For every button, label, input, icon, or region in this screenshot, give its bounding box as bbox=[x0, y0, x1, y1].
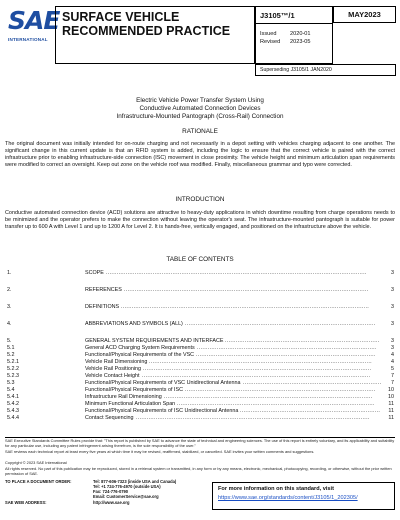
toc-entry[interactable] bbox=[7, 380, 394, 387]
toc-entry-number: 5.4.3 bbox=[7, 408, 19, 414]
rationale-heading: RATIONALE bbox=[182, 128, 218, 135]
more-info-title: For more information on this standard, visit bbox=[218, 486, 334, 492]
toc-entry-title: Contact Sequencing bbox=[85, 415, 134, 421]
toc-leader-dots: .................................................................................................................................. bbox=[136, 415, 370, 421]
toc-entry[interactable] bbox=[7, 373, 394, 380]
toc-entry-title: Vehicle Rail Positioning bbox=[85, 366, 142, 372]
toc-entry-page: 10 bbox=[388, 387, 394, 393]
toc-entry[interactable] bbox=[7, 352, 394, 359]
email: Email: CustomerService@sae.org bbox=[93, 494, 159, 499]
toc-entry-title: Vehicle Rail Dimensioning bbox=[85, 359, 148, 365]
title-line-2: RECOMMENDED PRACTICE bbox=[62, 24, 231, 38]
more-info-box bbox=[212, 482, 395, 510]
toc-entry-number: 5. bbox=[7, 338, 12, 344]
toc-entry-page: 11 bbox=[388, 415, 394, 421]
superseding-note: Superseding J3105/1 JAN2020 bbox=[255, 64, 396, 76]
toc-leader-dots: ............................................................................. bbox=[243, 380, 382, 386]
toc-entry-title: Vehicle Contact Height bbox=[85, 373, 140, 379]
logo-text: SAE bbox=[8, 6, 60, 35]
footer-notice: SAE Executive Standards Committee Rules provide that: "This report is published by SAE to advance the state of technical and engineering sciences. The use of this report is entirely voluntary, and its applicability and suitability for any particular use, including any patent infringement arising therefrom, is the sole responsibility of the user." bbox=[5, 438, 395, 448]
toc-entry-number: 5.2 bbox=[7, 352, 15, 358]
toc-entry-page: 3 bbox=[391, 321, 394, 327]
toc-entry-number: 5.4.4 bbox=[7, 415, 19, 421]
toc-entry-page: 4 bbox=[391, 352, 394, 358]
toc-entry[interactable] bbox=[7, 338, 394, 345]
toc-entry-page: 4 bbox=[391, 359, 394, 365]
revised-row bbox=[260, 39, 311, 45]
web-label: SAE WEB ADDRESS: bbox=[5, 500, 47, 505]
sae-logo bbox=[4, 4, 60, 42]
toc-entry-title: REFERENCES bbox=[85, 287, 122, 293]
toc-leader-dots: .................................................................................................... bbox=[197, 345, 377, 351]
toc-entry-page: 11 bbox=[388, 401, 394, 407]
rationale-text: The original document was initially intended for on-route charging and not necessarily in a depot setting with vehicles charging adjacent to one another. The significant change in this current update is that an RFID system is added, including the logic to ensure that the correct vehicle is paired with the correct infrastructure prior to enabling infrastructure-side connection (ISC) movement in close proximity. The vehicle height and minimum articulation span requirements were modified to correct an oversight. Keep out zone on the vehicle roof was modified. Finally, miscellaneous grammar and typo were corrected. bbox=[5, 141, 395, 169]
toc-leader-dots: .......................................................................................................................................... bbox=[121, 304, 370, 310]
toc-entry-page: 11 bbox=[388, 408, 394, 414]
toc-entry-page: 3 bbox=[391, 287, 394, 293]
toc-entry-title: Functional/Physical Requirements of ISC bbox=[85, 387, 183, 393]
toc-entry-page: 3 bbox=[391, 304, 394, 310]
toc-entry[interactable] bbox=[7, 304, 394, 311]
toc-entry[interactable] bbox=[7, 415, 394, 422]
toc-entry[interactable] bbox=[7, 359, 394, 366]
toc-entry[interactable] bbox=[7, 408, 394, 415]
document-number: J3105™/1 bbox=[260, 11, 295, 20]
toc-entry[interactable] bbox=[7, 394, 394, 401]
toc-leader-dots: .............................................................................................................. bbox=[177, 401, 375, 407]
toc-leader-dots: .................................................................................................... bbox=[196, 352, 376, 358]
toc-entry-title: Functional/Physical Requirements of VSC Unidirectional Antenna bbox=[85, 380, 241, 386]
toc-leader-dots: .......................................................................................................... bbox=[185, 387, 376, 393]
toc-entry[interactable] bbox=[7, 270, 394, 277]
toc-entry-number: 5.2.3 bbox=[7, 373, 19, 379]
toc-entry-number: 1. bbox=[7, 270, 12, 276]
toc-entry[interactable] bbox=[7, 387, 394, 394]
toc-entry[interactable] bbox=[7, 366, 394, 373]
toc-entry-page: 3 bbox=[391, 345, 394, 351]
subtitle-line-1: Electric Vehicle Power Transfer System Using bbox=[136, 97, 264, 104]
toc-entry[interactable] bbox=[7, 345, 394, 352]
subtitle-line-3: Infrastructure-Mounted Pantograph (Cross-Rail) Connection bbox=[116, 113, 284, 120]
toc-entry-number: 5.1 bbox=[7, 345, 15, 351]
toc-entry-page: 3 bbox=[391, 338, 394, 344]
toc-entry-title: General ACD Charging System Requirements bbox=[85, 345, 195, 351]
toc-entry-number: 5.4.2 bbox=[7, 401, 19, 407]
toc-entry[interactable] bbox=[7, 287, 394, 294]
introduction-heading: INTRODUCTION bbox=[175, 196, 225, 203]
tel-outside: Tel: +1 724-776-4970 (outside USA) bbox=[93, 484, 161, 489]
toc-leader-dots: ...................................................................................... bbox=[225, 338, 380, 344]
issued-label: Issued bbox=[260, 31, 277, 37]
toc-leader-dots: ............................................................................................................................... bbox=[142, 373, 371, 379]
issue-date-box: MAY2023 bbox=[333, 6, 396, 23]
toc-entry-title: ABBREVIATIONS AND SYMBOLS (ALL) bbox=[85, 321, 183, 327]
standard-link[interactable]: https://www.sae.org/standards/content/J3105/1_202305/ bbox=[218, 495, 358, 501]
footer-review: SAE reviews each technical report at least every five years at which time it may be revised, reaffirmed, stabilized, or cancelled. SAE invites your written comments and suggestions. bbox=[5, 449, 315, 454]
introduction-text: Conductive automated connection device (ACD) solutions are attractive to heavy-duty applications in which downtime resulting from charge operations needs to be minimized and the operator prefers to make the connection without leaving the operator's seat. The infrastructure-mounted pantograph is suitable for power transfer up to 600 A with Level 1 and up to 1200 A for Level 2. It is hands-free, vertically engaged, and positioned on the infrastructure above the vehicle. bbox=[5, 210, 395, 231]
toc-entry-number: 5.3 bbox=[7, 380, 15, 386]
title-line-1: SURFACE VEHICLE bbox=[62, 10, 180, 24]
revised-value: 2023-05 bbox=[290, 39, 311, 45]
toc-entry-page: 10 bbox=[388, 394, 394, 400]
logo-subtext: INTERNATIONAL bbox=[8, 37, 48, 42]
document-number-box bbox=[255, 6, 333, 64]
toc-entry-number: 5.4.1 bbox=[7, 394, 19, 400]
toc-entry[interactable] bbox=[7, 401, 394, 408]
issued-row bbox=[260, 31, 311, 37]
toc-entry-title: Functional/Physical Requirements of ISC Unidirectional Antenna bbox=[85, 408, 239, 414]
toc-entry-page: 3 bbox=[391, 270, 394, 276]
toc-entry-title: Functional/Physical Requirements of the VSC bbox=[85, 352, 195, 358]
revised-label: Revised bbox=[260, 39, 281, 45]
toc-leader-dots: ................................................................................................................................................. bbox=[106, 270, 367, 276]
fax: Fax: 724-776-0790 bbox=[93, 489, 129, 494]
toc-entry-page: 7 bbox=[391, 373, 394, 379]
footer-rights: All rights reserved. No part of this publication may be reproduced, stored in a retrieval system or transmitted, in any form or by any means, electronic, mechanical, photocopying, recording, or otherwise, without the prior written permission of SAE. bbox=[5, 466, 392, 476]
header-divider bbox=[255, 23, 333, 24]
footer-copyright: Copyright © 2023 SAE International bbox=[5, 460, 67, 465]
toc-leader-dots: .................................................................................................................... bbox=[164, 394, 373, 400]
toc-entry-page: 7 bbox=[391, 380, 394, 386]
toc-entry-title: SCOPE bbox=[85, 270, 104, 276]
toc-entry-number: 2. bbox=[7, 287, 12, 293]
toc-entry[interactable] bbox=[7, 321, 394, 328]
toc-entry-number: 4. bbox=[7, 321, 12, 327]
toc-entry-title: GENERAL SYSTEM REQUIREMENTS AND INTERFACE bbox=[85, 338, 224, 344]
web-address[interactable]: http://www.sae.org bbox=[93, 500, 130, 505]
toc-entry-page: 5 bbox=[391, 366, 394, 372]
toc-entry-number: 5.2.1 bbox=[7, 359, 19, 365]
issued-value: 2020-01 bbox=[290, 31, 311, 37]
toc-leader-dots: ............................................................................................................................ bbox=[149, 359, 372, 365]
toc-entry-number: 5.2.2 bbox=[7, 366, 19, 372]
subtitle-line-2: Conductive Automated Connection Devices bbox=[139, 105, 261, 112]
toc-entry-number: 5.4 bbox=[7, 387, 15, 393]
toc-entry-title: Infrastructure Rail Dimensioning bbox=[85, 394, 162, 400]
toc-leader-dots: ........................................................................................................................................ bbox=[124, 287, 369, 293]
toc-leader-dots: .............................................................................. bbox=[240, 408, 381, 414]
document-type-box bbox=[55, 6, 255, 64]
toc-entry-title: DEFINITIONS bbox=[85, 304, 120, 310]
tel-inside: Tel: 877-606-7323 (inside USA and Canada) bbox=[93, 479, 177, 484]
order-label: TO PLACE A DOCUMENT ORDER: bbox=[5, 479, 72, 484]
toc-heading: TABLE OF CONTENTS bbox=[166, 256, 234, 263]
toc-entry-number: 3. bbox=[7, 304, 12, 310]
toc-entry-title: Minimum Functional Articulation Span bbox=[85, 401, 176, 407]
toc-leader-dots: ............................................................................................................................... bbox=[143, 366, 372, 372]
toc-leader-dots: .......................................................................................................... bbox=[185, 321, 376, 327]
